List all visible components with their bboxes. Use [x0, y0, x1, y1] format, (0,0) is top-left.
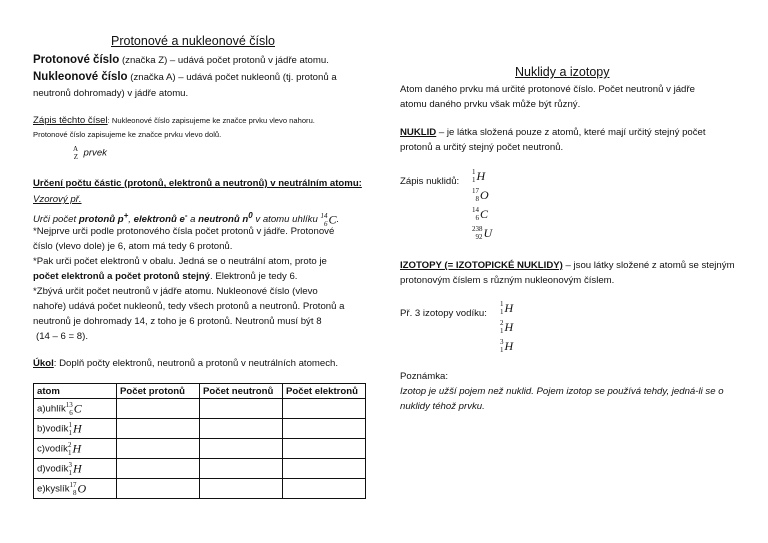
proton-rest: (značka Z) – udává počet protonů v jádře atomu. [119, 55, 329, 66]
electrons-input-cell[interactable] [283, 479, 366, 499]
nuclide-A: 17 [472, 187, 479, 196]
task-p-sup: + [123, 211, 129, 220]
isotope-sym: H [504, 319, 514, 334]
header-electrons: Počet elektronů [283, 384, 366, 399]
nuklid-term: NUKLID [400, 127, 437, 138]
step2b [33, 269, 297, 284]
protons-input-cell[interactable] [117, 479, 200, 499]
isotope-sym: H [504, 300, 514, 315]
row-A: 1 [68, 420, 72, 429]
row-sym: H [72, 441, 82, 455]
proton-term: Protonové číslo [33, 54, 120, 66]
intro-2: atomu daného prvku však může být různý. [400, 99, 581, 110]
isotope-A: 2 [500, 319, 504, 328]
row-sym: C [73, 401, 82, 415]
izotopy-term: IZOTOPY (= IZOTOPICKÉ NUKLIDY) [400, 260, 563, 271]
step3b: nahoře) udává počet nukleonů, tedy všech protonů a neutronů. Protonů a [33, 301, 345, 312]
nuclide-Z: 92 [475, 233, 483, 242]
step3a: *Zbývá určit počet neutronů v jádře atomu. Nukleonové číslo (vlevo [33, 286, 318, 297]
row-Z: 6 [69, 408, 73, 417]
nuclide-A: 238 [472, 225, 483, 234]
protons-input-cell[interactable] [117, 419, 200, 439]
row-label: a)uhlík [37, 403, 66, 415]
generic-A: A [73, 145, 79, 154]
electrons-input-cell[interactable] [283, 459, 366, 479]
isotope-Z: 1 [500, 308, 504, 317]
nuklid-rest: – je látka složená pouze z atomů, které mají určitý stejný počet [436, 127, 706, 138]
electrons-input-cell[interactable] [283, 399, 366, 419]
row-sym: H [72, 461, 82, 475]
step1a: *Nejprve urči podle protonového čísla počet protonů v jádře. Protonové [33, 226, 335, 237]
row-label: e)kyslík [37, 483, 70, 495]
carbon-A: 14 [320, 211, 328, 220]
nuclide-item [472, 186, 489, 204]
isotope-Z: 1 [500, 346, 504, 355]
example-label: Př. 3 izotopy vodíku: [400, 308, 487, 319]
zapis-label: Zápis těchto čísel [33, 115, 108, 126]
nuclide-sym: C [480, 206, 489, 221]
row-atom-cell [34, 419, 117, 439]
neutrons-input-cell[interactable] [200, 399, 283, 419]
isotope-A: 1 [500, 300, 504, 309]
note-1: Izotop je užší pojem než nuklid. Pojem izotop se používá tehdy, jedná-li se o [400, 386, 724, 397]
zapis-line-2: Protonové číslo zapisujeme ke značce prvku vlevo dolů. [33, 130, 222, 139]
generic-notation [73, 144, 107, 162]
izotopy-rest: – jsou látky složené z atomů se stejným [562, 260, 735, 271]
ukol-label: Úkol [33, 358, 54, 369]
row-label: c)vodík [37, 443, 68, 455]
task-n: neutronů n [198, 214, 249, 226]
nuclide-Z: 1 [472, 176, 476, 185]
table-row [34, 479, 366, 499]
row-atom-cell [34, 459, 117, 479]
row-Z: 1 [67, 448, 72, 457]
step2b-bold: počet elektronů a počet protonů stejný [33, 271, 210, 282]
note-label: Poznámka: [400, 371, 448, 382]
isotope-item [500, 299, 513, 317]
izotopy-definition [400, 258, 735, 273]
step1b: číslo (vlevo dole) je 6, atom má tedy 6 protonů. [33, 241, 233, 252]
electrons-input-cell[interactable] [283, 439, 366, 459]
nuclide-sym: O [480, 187, 489, 202]
nuclide-item [472, 167, 485, 185]
zapis-rest: : Nukleonové číslo zapisujeme ke značce prvku vlevo nahoru. [107, 116, 315, 125]
isotope-sym: H [504, 338, 514, 353]
izotopy-line-2: protonovým číslem s různým nukleonovým číslem. [400, 275, 615, 286]
generic-word: prvek [83, 147, 107, 159]
header-protons: Počet protonů [117, 384, 200, 399]
generic-Z: Z [73, 153, 79, 162]
table-row [34, 419, 366, 439]
nuclide-Z: 6 [475, 214, 479, 223]
row-sym: O [77, 481, 87, 495]
proton-definition [33, 53, 329, 68]
nuclide-sym: H [476, 168, 486, 183]
nucleon-rest: (značka A) – udává počet nukleonů (tj. protonů a [127, 72, 337, 83]
nuclide-A: 14 [472, 206, 479, 215]
note-2: nuklidy téhož prvku. [400, 401, 485, 412]
neutrons-input-cell[interactable] [200, 419, 283, 439]
isotope-A: 3 [500, 338, 504, 347]
row-A: 3 [68, 460, 72, 469]
nuclide-sym: U [483, 225, 493, 240]
header-atom: atom [34, 384, 117, 399]
protons-input-cell[interactable] [117, 439, 200, 459]
row-sym: H [72, 421, 82, 435]
ukol-line [33, 356, 338, 371]
row-A: 13 [65, 400, 73, 409]
zapis-nuklidu-label: Zápis nuklidů: [400, 176, 460, 187]
protons-input-cell[interactable] [117, 399, 200, 419]
urceni-heading: Určení počtu částic (protonů, elektronů a neutronů) v neutrálním atomu: [33, 178, 362, 189]
row-A: 2 [67, 440, 72, 449]
electrons-input-cell[interactable] [283, 419, 366, 439]
task-e-sup: - [184, 211, 188, 220]
nucleon-definition [33, 70, 337, 85]
carbon-sym: C [328, 212, 337, 227]
row-atom-cell [34, 399, 117, 419]
row-Z: 1 [68, 428, 72, 437]
nucleon-term: Nukleonové číslo [33, 71, 128, 83]
left-title: Protonové a nukleonové číslo [111, 34, 275, 48]
table-row [34, 439, 366, 459]
neutrons-input-cell[interactable] [200, 439, 283, 459]
task-n-sup: 0 [248, 211, 253, 220]
table-row [34, 459, 366, 479]
row-atom-cell [34, 479, 117, 499]
step2a: *Pak urči počet elektronů v obalu. Jedná se o neutrální atom, proto je [33, 256, 327, 267]
row-A: 17 [69, 480, 77, 489]
row-Z: 8 [73, 488, 77, 497]
right-title: Nuklidy a izotopy [515, 65, 610, 79]
nuclide-A: 1 [472, 168, 476, 177]
nuklid-definition [400, 125, 706, 140]
protons-input-cell[interactable] [117, 459, 200, 479]
row-label: b)vodík [37, 423, 69, 435]
neutrons-input-cell[interactable] [200, 459, 283, 479]
table-row [34, 399, 366, 419]
ukol-rest: : Doplň počty elektronů, neutronů a protonů v neutrálních atomech. [53, 358, 339, 369]
step2b-rest: . Elektronů je tedy 6. [209, 271, 298, 282]
task-suffix: v atomu uhlíku [252, 214, 318, 226]
carbon-Z: 6 [323, 219, 328, 228]
row-label: d)vodík [37, 463, 69, 475]
step3d: (14 – 6 = 8). [36, 331, 88, 342]
table-header-row [34, 384, 366, 399]
step3c: neutronů je dohromady 14, z toho je 6 protonů. Neutronů musí být 8 [33, 316, 322, 327]
intro-1: Atom daného prvku má určité protonové číslo. Počet neutronů v jádře [400, 84, 695, 95]
nuklid-line-2: protonů a určitý stejný počet neutronů. [400, 142, 564, 153]
task-and: a [187, 214, 199, 226]
isotope-item [500, 318, 513, 336]
task-p: protonů p [78, 214, 124, 226]
task-e: elektronů e [133, 214, 185, 226]
isotope-Z: 1 [500, 327, 504, 336]
task-prefix: Urči počet [33, 214, 79, 226]
nucleon-rest-2: neutronů dohromady) v jádře atomu. [33, 88, 189, 99]
task-line: Urči počet protonů p+, elektronů e- a neutronů $n^0$ v atomu uhlíku 14 6 C. [33, 211, 340, 228]
nuclide-item [472, 224, 492, 242]
nuclide-Z: 8 [475, 195, 479, 204]
atom-table [33, 383, 366, 499]
row-Z: 1 [68, 468, 72, 477]
zapis-line [33, 113, 315, 128]
nuclide-item [472, 205, 488, 223]
vzorovy-label: Vzorový př. [33, 194, 82, 205]
row-atom-cell [34, 439, 117, 459]
isotope-item [500, 337, 513, 355]
header-neutrons: Počet neutronů [200, 384, 283, 399]
neutrons-input-cell[interactable] [200, 479, 283, 499]
